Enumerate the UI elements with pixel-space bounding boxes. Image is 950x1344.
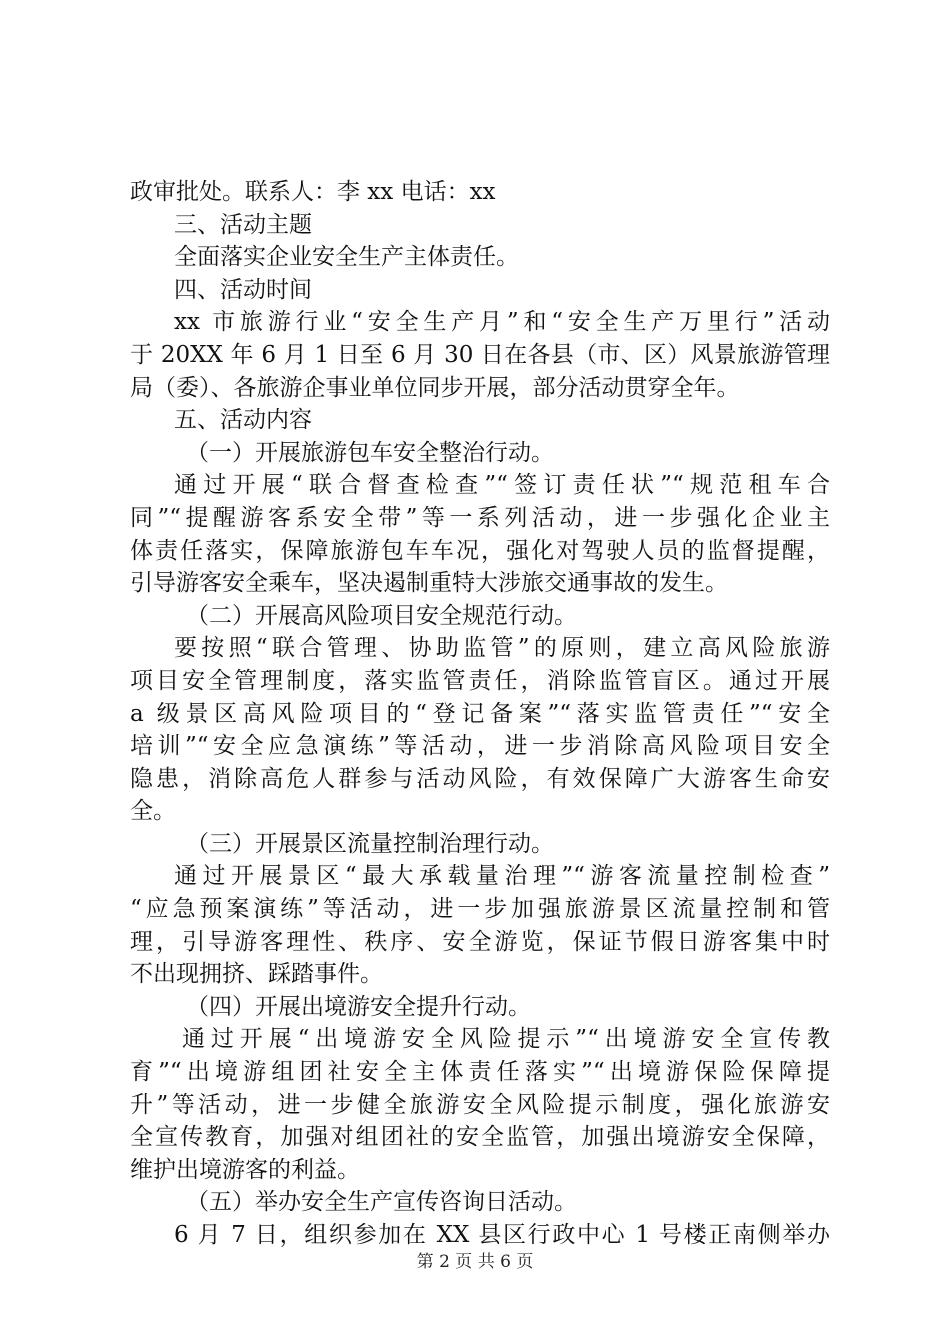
text-line: 局（委）、各旅游企事业单位同步开展，部分活动贯穿全年。 <box>130 374 740 401</box>
text-line: 升”等活动，进一步健全旅游安全风险提示制度，强化旅游安 <box>130 1091 830 1118</box>
text-line: 政审批处。联系人：李 xx 电话：xx <box>130 179 496 205</box>
text-line: 要按照“联合管理、协助监管”的原则，建立高风险旅游 <box>174 635 830 662</box>
text-line: 同”“提醒游客系安全带”等一系列活动，进一步强化企业主 <box>130 504 830 531</box>
text-line: 维护出境游客的利益。 <box>130 1156 360 1183</box>
text-line: xx 市旅游行业“安全生产月”和“安全生产万里行”活动 <box>174 309 830 336</box>
text-line: 通过开展“联合督查检查”“签订责任状”“规范租车合 <box>174 472 830 499</box>
text-line: 培训”“安全应急演练”等活动，进一步消除高风险项目安全 <box>130 733 830 760</box>
text-line: （三）开展景区流量控制治理行动。 <box>186 830 554 857</box>
text-line: 6 月 7 日，组织参加在 XX 县区行政中心 1 号楼正南侧举办 <box>174 1222 830 1248</box>
text-line: 于 20XX 年 6 月 1 日至 6 月 30 日在各县（市、区）风景旅游管理 <box>130 341 830 368</box>
page-footer: 第 2 页 共 6 页 <box>416 1252 534 1272</box>
text-line: （四）开展出境游安全提升行动。 <box>186 993 531 1020</box>
text-line: a 级景区高风险项目的“登记备案”“落实监管责任”“安全 <box>130 700 830 727</box>
text-line: 全宣传教育，加强对组团社的安全监管，加强出境游安全保障， <box>130 1124 830 1151</box>
text-line: 通过开展“出境游安全风险提示”“出境游安全宣传教 <box>182 1026 830 1053</box>
text-line: 四、活动时间 <box>174 276 312 303</box>
document-body <box>130 176 830 1252</box>
text-line: 理，引导游客理性、秩序、安全游览，保证节假日游客集中时 <box>130 928 830 955</box>
text-line: （一）开展旅游包车安全整治行动。 <box>186 439 554 466</box>
text-line: 全。 <box>130 798 176 825</box>
text-line: 项目安全管理制度，落实监管责任，消除监管盲区。通过开展 <box>130 667 830 694</box>
text-line: （二）开展高风险项目安全规范行动。 <box>186 602 577 629</box>
text-line: 五、活动内容 <box>174 407 312 434</box>
text-line: 通过开展景区“最大承载量治理”“游客流量控制检查” <box>174 863 830 890</box>
text-line: 三、活动主题 <box>174 211 312 238</box>
text-line: “应急预案演练”等活动，进一步加强旅游景区流量控制和管 <box>130 896 830 923</box>
text-line: （五）举办安全生产宣传咨询日活动。 <box>186 1189 577 1216</box>
text-line: 体责任落实，保障旅游包车车况，强化对驾驶人员的监督提醒， <box>130 537 830 564</box>
text-line: 隐患，消除高危人群参与活动风险，有效保障广大游客生命安 <box>130 765 830 792</box>
text-line: 引导游客安全乘车，坚决遏制重特大涉旅交通事故的发生。 <box>130 570 728 597</box>
text-line: 不出现拥挤、踩踏事件。 <box>130 961 383 988</box>
text-line: 全面落实企业安全生产主体责任。 <box>174 244 519 271</box>
text-line: 育”“出境游组团社安全主体责任落实”“出境游保险保障提 <box>130 1059 830 1086</box>
